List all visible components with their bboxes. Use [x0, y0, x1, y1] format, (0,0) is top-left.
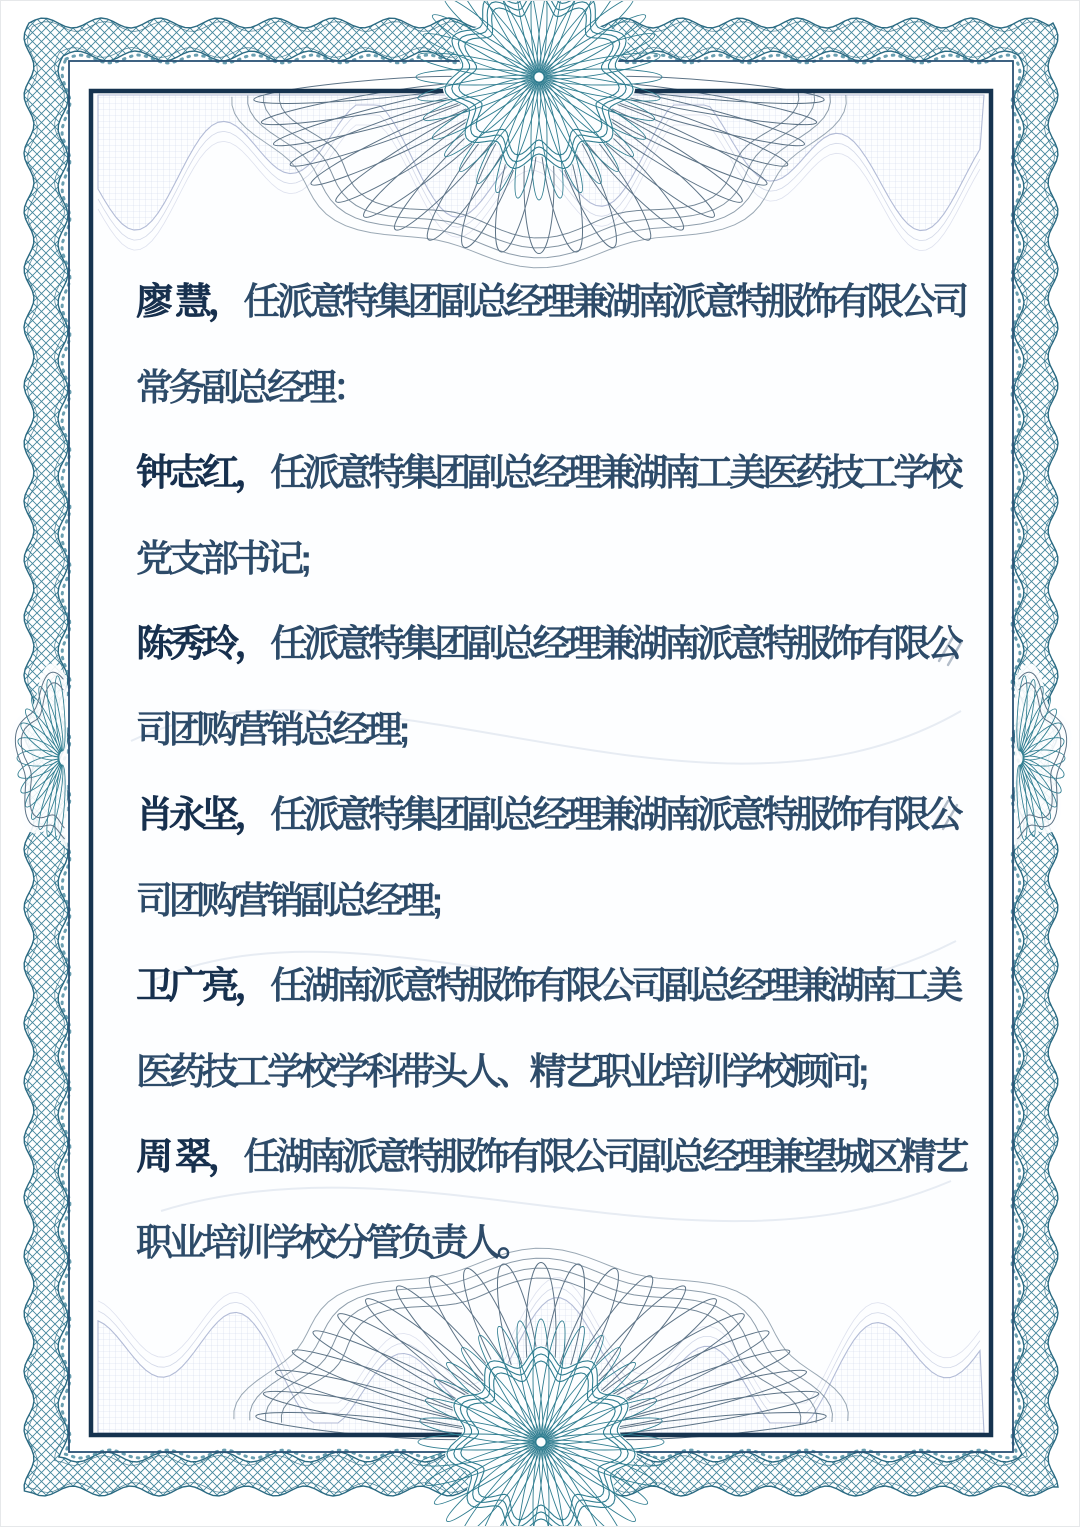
- appointment-text: 医药技工学校学科带头人、精艺职业培训学校顾问;: [136, 1050, 866, 1092]
- appointment-line: [136, 366, 968, 452]
- appointment-text: 任派意特集团副总经理兼湖南派意特服饰有限公司: [243, 281, 966, 322]
- appointment-line: [136, 1135, 968, 1221]
- appointment-text: 司团购营销总经理;: [136, 708, 407, 750]
- appointment-line: [136, 1221, 968, 1307]
- appointment-text: 党支部书记;: [136, 537, 309, 579]
- person-name: 肖永坚，: [136, 794, 268, 835]
- appointment-line: [136, 622, 968, 708]
- person-name: 陈秀玲，: [136, 623, 268, 664]
- appointment-line: [136, 280, 968, 366]
- appointment-text: 常务副总经理：: [136, 366, 366, 408]
- appointment-line: [136, 879, 968, 965]
- appointment-text: 职业培训学校分管负责人。: [136, 1221, 530, 1263]
- appointment-line: [136, 708, 968, 794]
- appointment-text: 任派意特集团副总经理兼湖南派意特服饰有限公: [270, 623, 960, 664]
- appointment-line: [136, 793, 968, 879]
- person-name: 廖 慧，: [136, 281, 241, 322]
- appointment-text: 任湖南派意特服饰有限公司副总经理兼望城区精艺: [243, 1136, 966, 1177]
- appointment-text-block: [136, 280, 968, 1306]
- appointment-line: [136, 537, 968, 623]
- person-name: 钟志红，: [136, 452, 268, 493]
- right-side-medallion: [1015, 664, 1072, 850]
- appointment-text: 司团购营销副总经理;: [136, 879, 440, 921]
- person-name: 卫广亮，: [136, 965, 268, 1006]
- left-side-medallion: [11, 664, 68, 850]
- appointment-line: [136, 964, 968, 1050]
- appointment-line: [136, 451, 968, 537]
- appointment-text: 任派意特集团副总经理兼湖南工美医药技工学校: [270, 452, 960, 493]
- appointment-text: 任派意特集团副总经理兼湖南派意特服饰有限公: [270, 794, 960, 835]
- appointment-line: [136, 1050, 968, 1136]
- person-name: 周 翠，: [136, 1136, 241, 1177]
- appointment-text: 任湖南派意特服饰有限公司副总经理兼湖南工美: [270, 965, 960, 1006]
